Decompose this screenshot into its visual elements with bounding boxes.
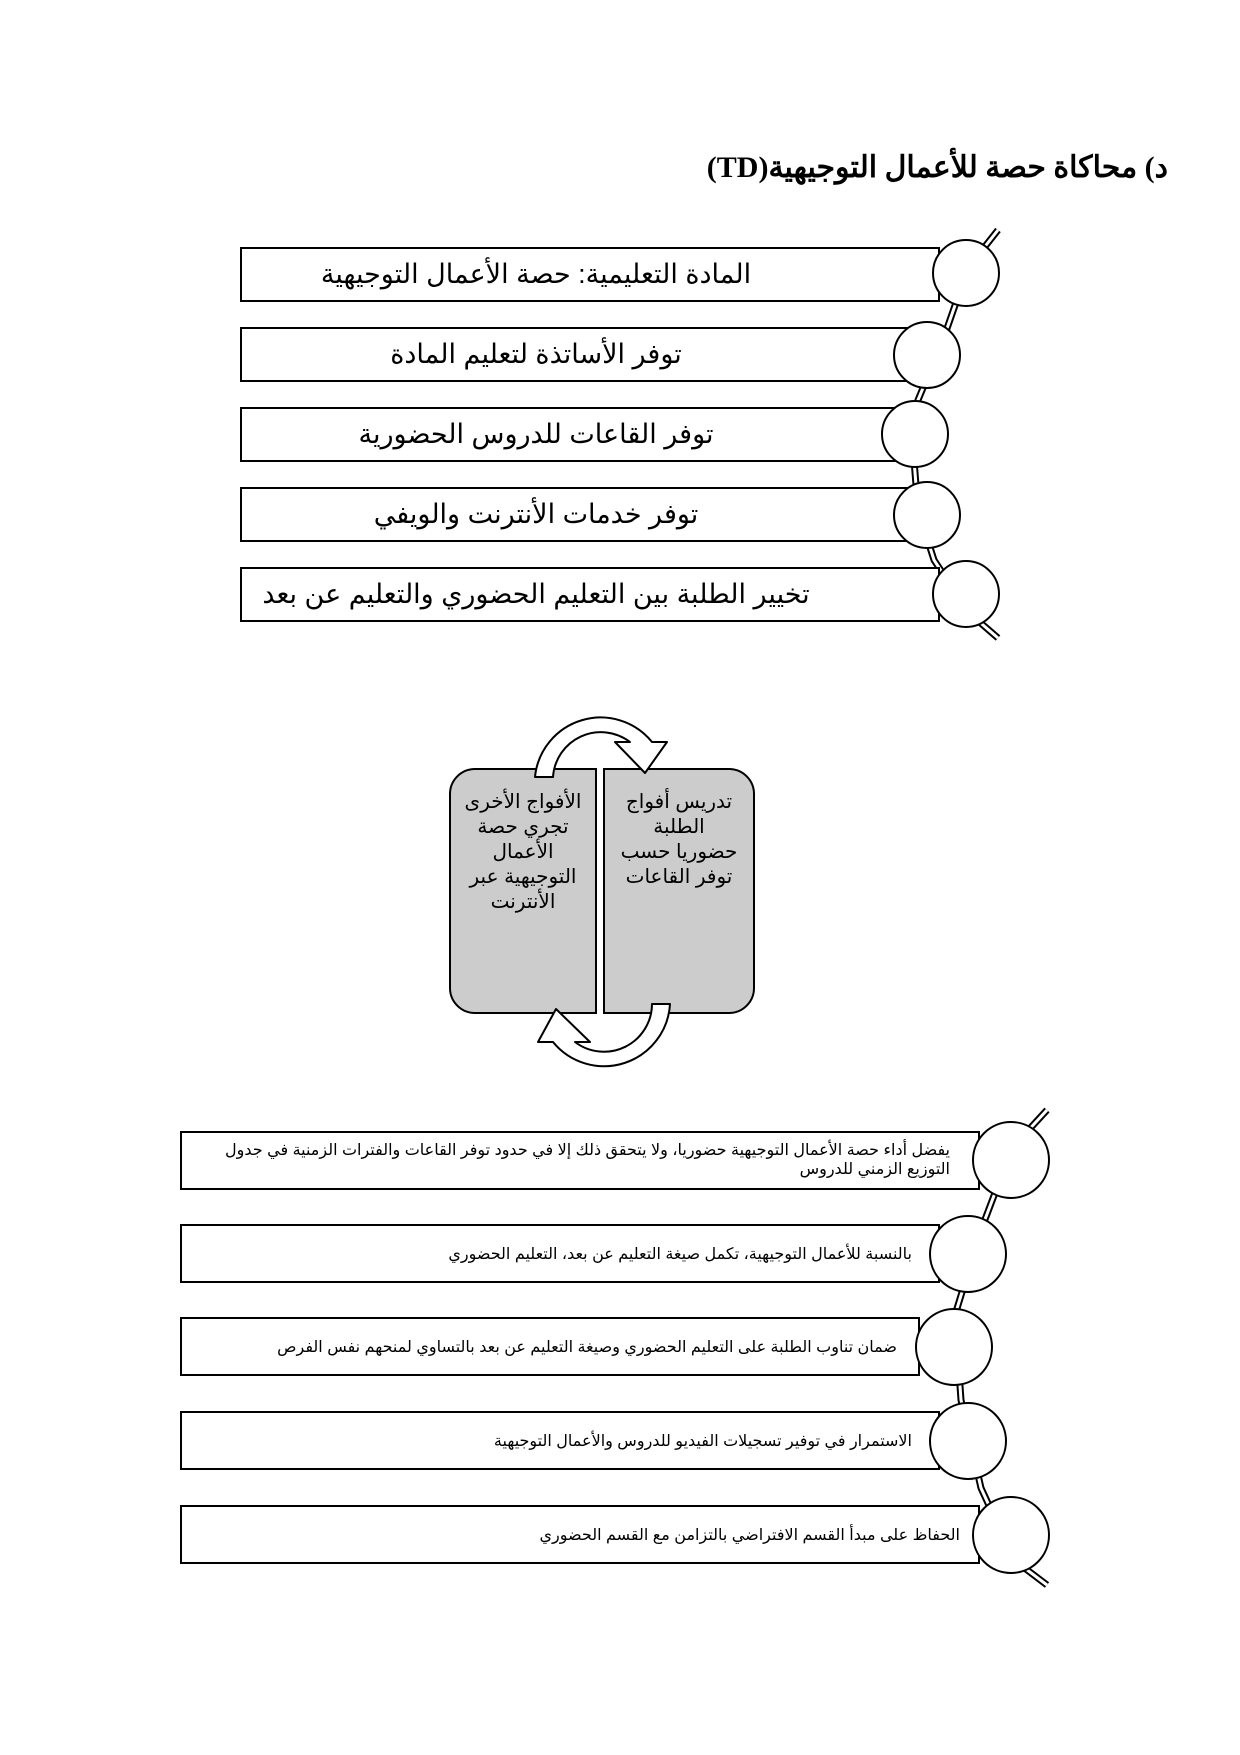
bottom-list-item: بالنسبة للأعمال التوجيهية، تكمل صيغة التعليم عن بعد، التعليم الحضوري [180,1224,940,1283]
timeline-marker [881,400,949,468]
section-heading: د) محاكاة حصة للأعمال التوجيهية(TD) [706,151,1168,184]
timeline-marker [893,481,961,549]
top-list-item: المادة التعليمية: حصة الأعمال التوجيهية [240,247,940,302]
bottom-list-item: يفضل أداء حصة الأعمال التوجيهية حضوريا، ولا يتحقق ذلك إلا في حدود توفر القاعات والفترات الزمنية في جدول التوزيع الزمني للدروس [180,1131,980,1190]
timeline-marker [893,321,961,389]
cycle-card-presential: تدريس أفواج الطلبة حضوريا حسب توفر القاعات [603,768,755,1014]
top-list-item: تخيير الطلبة بين التعليم الحضوري والتعليم عن بعد [240,567,940,622]
bottom-list-item: الحفاظ على مبدأ القسم الافتراضي بالتزامن مع القسم الحضوري [180,1505,980,1564]
cycle-card-online: الأفواج الأخرى تجري حصة الأعمال التوجيهية عبر الأنترنت [449,768,597,1014]
timeline-marker [972,1121,1050,1199]
top-list-item: توفر القاعات للدروس الحضورية [240,407,900,462]
timeline-marker [915,1308,993,1386]
timeline-marker [972,1496,1050,1574]
top-list-item: توفر خدمات الأنترنت والويفي [240,487,910,542]
bottom-list-item: ضمان تناوب الطلبة على التعليم الحضوري وصيغة التعليم عن بعد بالتساوي لمنحهم نفس الفرص [180,1317,920,1376]
timeline-marker [932,560,1000,628]
top-list-item: توفر الأساتذة لتعليم المادة [240,327,910,382]
timeline-marker [929,1215,1007,1293]
timeline-marker [929,1402,1007,1480]
timeline-marker [932,239,1000,307]
bottom-list-item: الاستمرار في توفير تسجيلات الفيديو للدروس والأعمال التوجيهية [180,1411,940,1470]
